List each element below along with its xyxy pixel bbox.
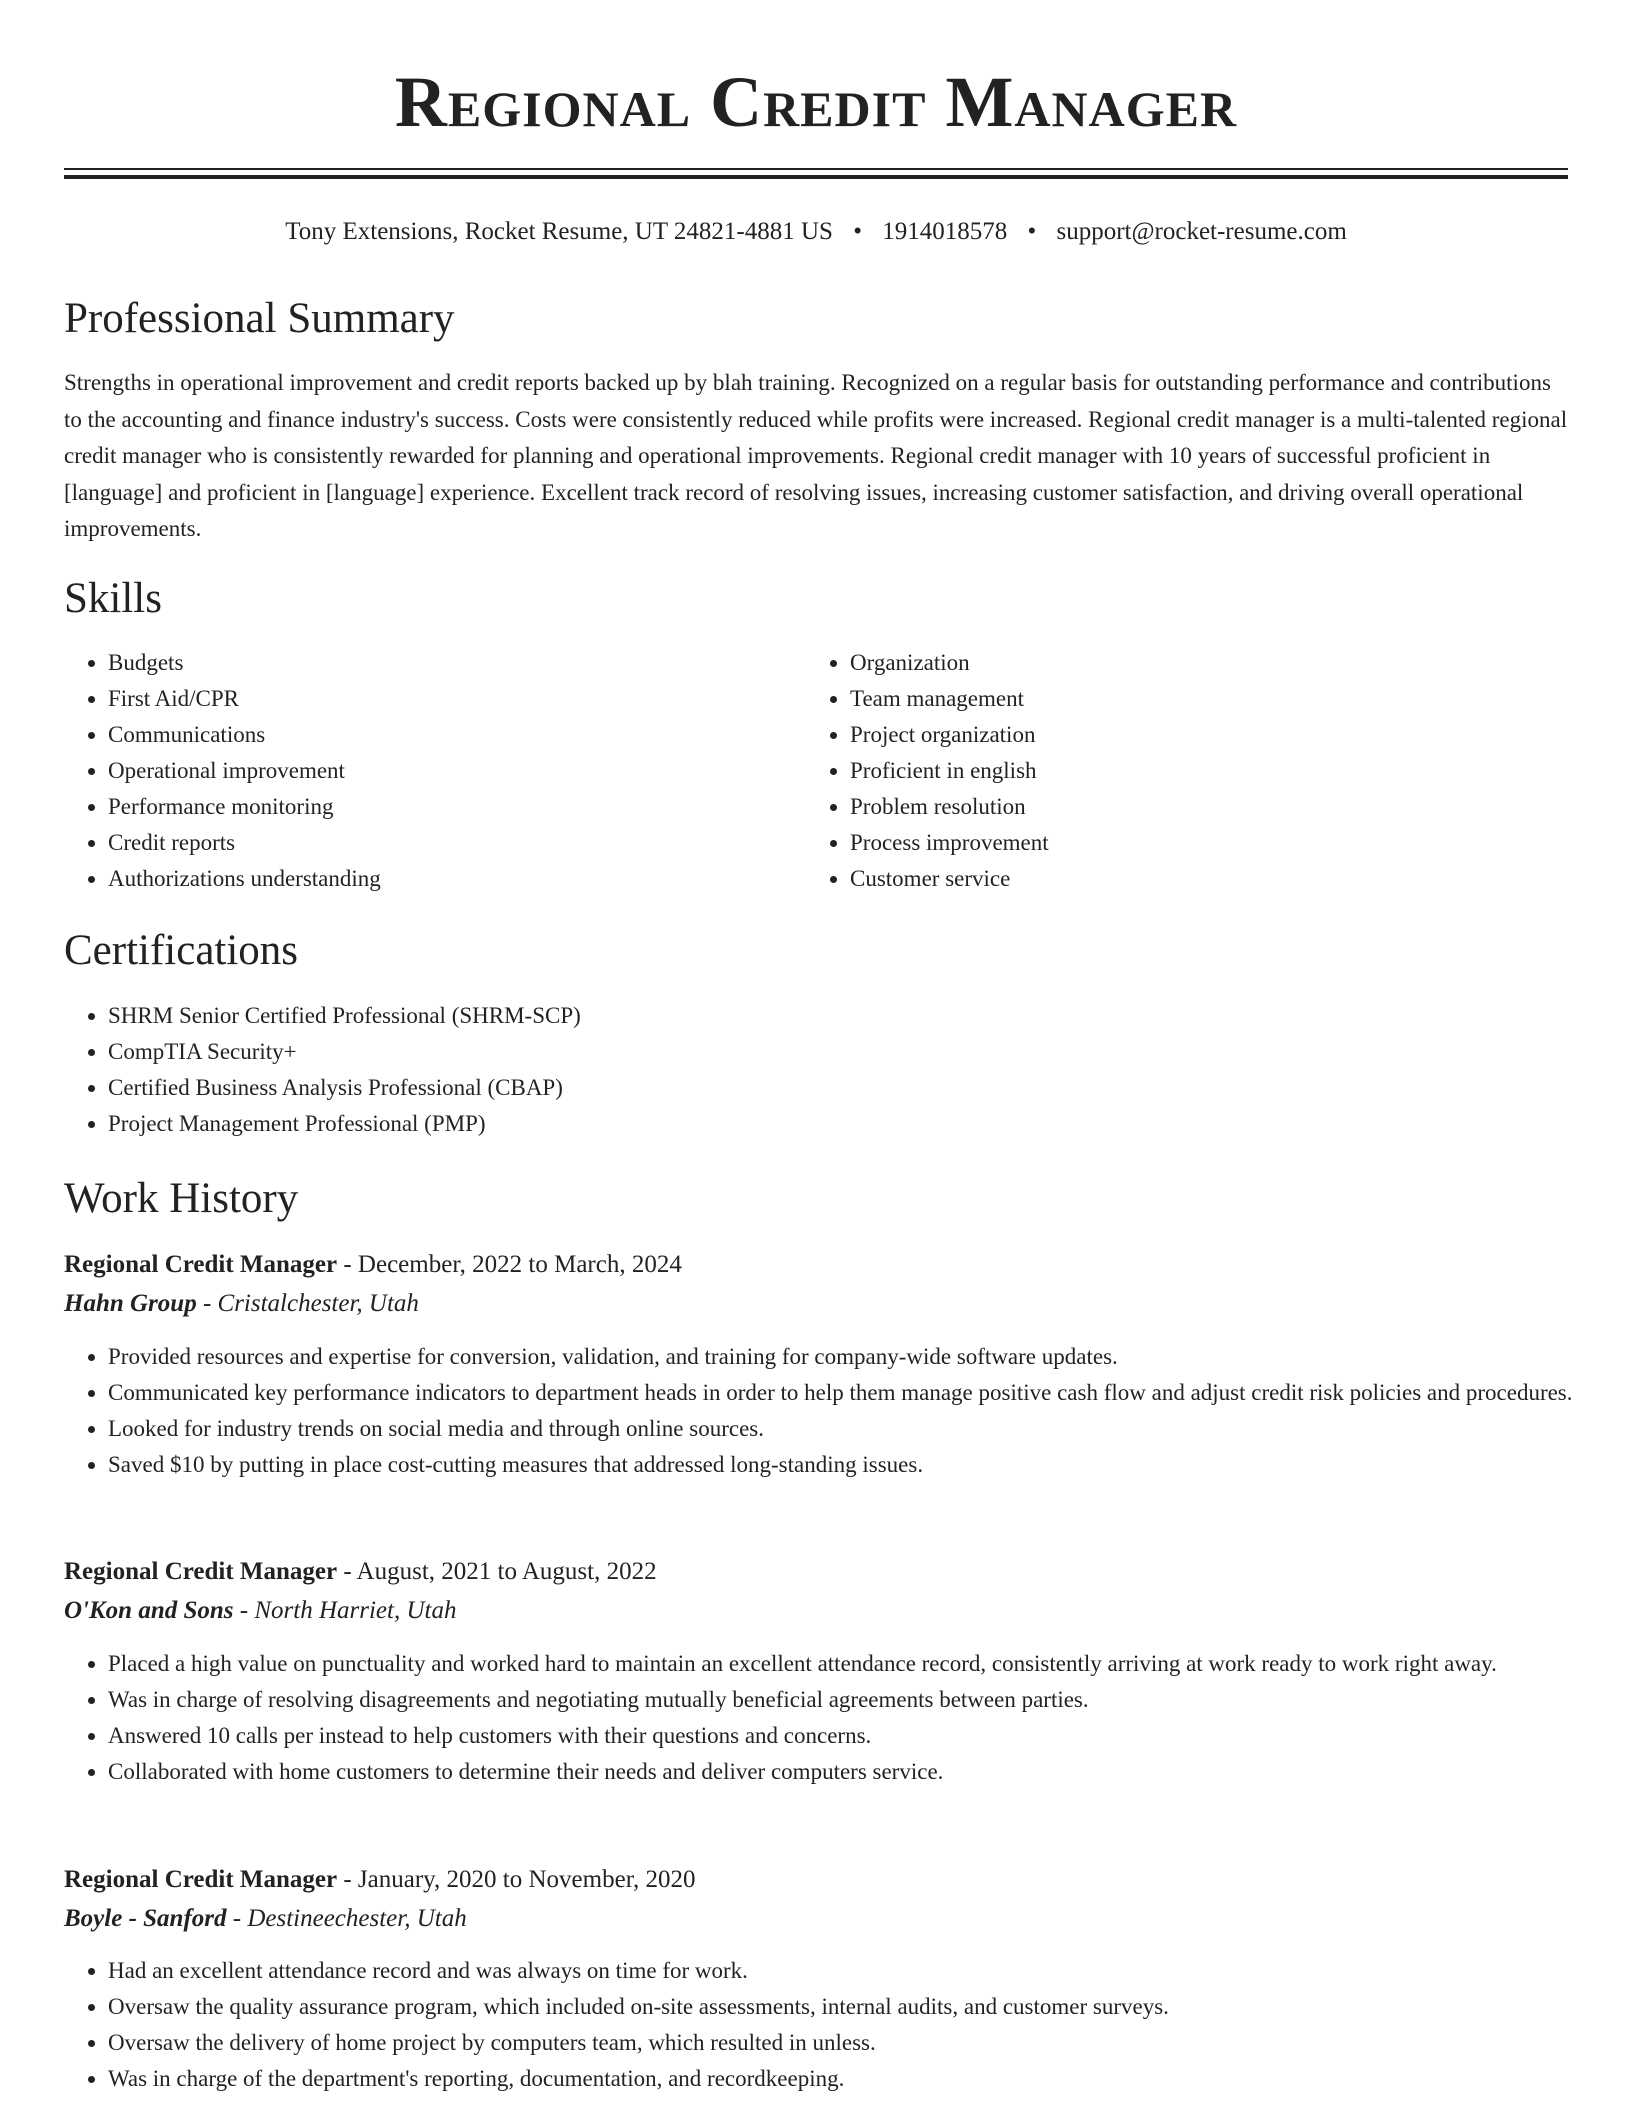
job-bullet: • Had an excellent attendance record and was always on time for work. — [108, 1953, 1612, 1989]
skill-item: • Authorizations understanding — [108, 861, 788, 897]
skill-item: • Organization — [850, 645, 1550, 681]
job-company-line — [64, 1902, 467, 1936]
job-bullet: • Provided resources and expertise for conversion, validation, and training for company-wide software updates. — [108, 1339, 1612, 1375]
contact-email: support@rocket-resume.com — [1056, 218, 1347, 245]
job-company: O'Kon and Sons — [64, 1597, 234, 1624]
contact-line — [0, 215, 1632, 249]
certification-item: • Project Management Professional (PMP) — [108, 1106, 1568, 1142]
title-divider-thick — [64, 175, 1568, 179]
certifications-heading: Certifications — [64, 927, 299, 974]
resume-title: Regional Credit Manager — [394, 62, 1238, 142]
job-location: - Cristalchester, Utah — [196, 1290, 419, 1317]
skill-item: • Team management — [850, 681, 1550, 717]
job-title-line — [64, 1555, 657, 1589]
certification-item: • Certified Business Analysis Professional (CBAP) — [108, 1070, 1568, 1106]
job-bullets — [64, 1646, 1612, 1790]
job-role: Regional Credit Manager — [64, 1558, 338, 1585]
skill-item: • Project organization — [850, 717, 1550, 753]
contact-separator: • — [1027, 218, 1037, 245]
job-company: Boyle - Sanford — [64, 1905, 227, 1932]
certification-item: • CompTIA Security+ — [108, 1034, 1568, 1070]
job-location: - Destineechester, Utah — [226, 1905, 467, 1932]
skill-item: • Budgets — [108, 645, 788, 681]
contact-phone: 1914018578 — [882, 218, 1008, 245]
job-bullets — [64, 1953, 1612, 2097]
job-bullet: • Answered 10 calls per instead to help customers with their questions and concerns. — [108, 1718, 1612, 1754]
job-company-line — [64, 1594, 456, 1628]
skill-item: • Operational improvement — [108, 753, 788, 789]
job-dates: - January, 2020 to November, 2020 — [337, 1866, 696, 1893]
job-dates: - August, 2021 to August, 2022 — [337, 1558, 657, 1585]
title-divider-thin — [64, 168, 1568, 170]
job-bullet: • Was in charge of resolving disagreements and negotiating mutually beneficial agreements between parties. — [108, 1682, 1612, 1718]
certifications-list — [64, 998, 1568, 1142]
job-bullet: • Collaborated with home customers to determine their needs and deliver computers service. — [108, 1754, 1612, 1790]
job-bullet: • Looked for industry trends on social media and through online sources. — [108, 1411, 1612, 1447]
skill-item: • Process improvement — [850, 825, 1550, 861]
summary-text: Strengths in operational improvement and credit reports backed up by blah training. Recognized on a regular basis for outstanding performance and contributions to the accounting and finance industry's success. Costs were consistently reduced while profits were increased. Regional credit manager is a multi-talented regional credit manager who is consistently rewarded for planning and operational improvements. Regional credit manager with 10 years of successful proficient in [language] and proficient in [language] experience. Excellent track record of resolving issues, increasing customer satisfaction, and driving overall operational improvements. — [64, 370, 1568, 541]
job-company: Hahn Group — [64, 1290, 197, 1317]
job-role: Regional Credit Manager — [64, 1251, 338, 1278]
job-bullet: • Placed a high value on punctuality and worked hard to maintain an excellent attendance record, consistently arriving at work ready to work right away. — [108, 1646, 1612, 1682]
job-bullets — [64, 1339, 1612, 1483]
certification-item: • SHRM Senior Certified Professional (SHRM-SCP) — [108, 998, 1568, 1034]
job-bullet: • Oversaw the quality assurance program, which included on-site assessments, internal audits, and customer surveys. — [108, 1989, 1612, 2025]
job-bullet: • Saved $10 by putting in place cost-cutting measures that addressed long-standing issues. — [108, 1447, 1612, 1483]
job-title-line — [64, 1248, 682, 1282]
skill-item: • First Aid/CPR — [108, 681, 788, 717]
work-history-heading: Work History — [64, 1175, 299, 1222]
skill-item: • Performance monitoring — [108, 789, 788, 825]
contact-address: Tony Extensions, Rocket Resume, UT 24821-4881 US — [285, 218, 833, 245]
job-title-line — [64, 1863, 696, 1897]
job-bullet: • Communicated key performance indicators to department heads in order to help them manage positive cash flow and adjust credit risk policies and procedures. — [108, 1375, 1612, 1411]
summary-heading: Professional Summary — [64, 295, 455, 342]
skill-item: • Customer service — [850, 861, 1550, 897]
skill-item: • Proficient in english — [850, 753, 1550, 789]
skill-item: • Problem resolution — [850, 789, 1550, 825]
skill-item: • Credit reports — [108, 825, 788, 861]
job-role: Regional Credit Manager — [64, 1866, 338, 1893]
skills-list-left — [64, 645, 788, 897]
skills-list-right — [806, 645, 1550, 897]
job-location: - North Harriet, Utah — [233, 1597, 457, 1624]
job-bullet: • Was in charge of the department's reporting, documentation, and recordkeeping. — [108, 2061, 1612, 2097]
job-company-line — [64, 1287, 419, 1321]
contact-separator: • — [853, 218, 862, 245]
job-bullet: • Oversaw the delivery of home project by computers team, which resulted in unless. — [108, 2025, 1612, 2061]
skills-heading: Skills — [64, 575, 162, 622]
skill-item: • Communications — [108, 717, 788, 753]
job-dates: - December, 2022 to March, 2024 — [337, 1251, 682, 1278]
